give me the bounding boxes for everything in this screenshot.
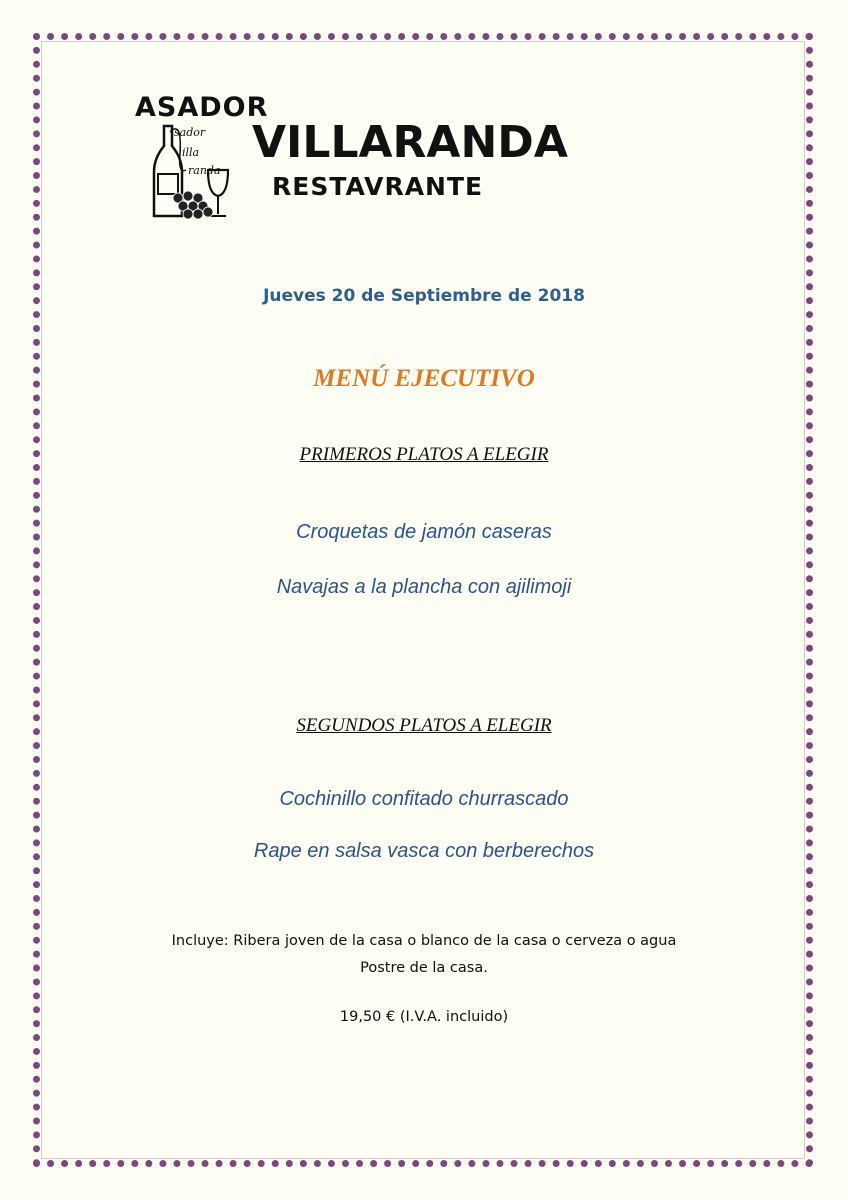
second-courses-heading: SEGUNDOS PLATOS A ELEGIR <box>296 715 552 736</box>
logo-villaranda-text: VILLARANDA <box>252 117 568 168</box>
emblem-text-1: sador <box>174 126 206 139</box>
second-course-item: Rape en salsa vasca con berberechos <box>253 840 595 862</box>
price-text: 19,50 € (I.V.A. incluido) <box>339 1009 509 1025</box>
dessert-text: Postre de la casa. <box>360 960 488 976</box>
includes-text: Incluye: Ribera joven de la casa o blanco de la casa o cerveza o agua <box>171 933 677 949</box>
menu-date: Jueves 20 de Septiembre de 2018 <box>263 286 585 306</box>
emblem-text-2: illa <box>182 146 200 159</box>
menu-title: MENÚ EJECUTIVO <box>313 365 535 392</box>
first-courses-heading: PRIMEROS PLATOS A ELEGIR <box>299 444 549 465</box>
logo-restaurante-text: RESTAVRANTE <box>272 172 484 201</box>
second-course-item: Cochinillo confitado churrascado <box>279 788 569 810</box>
emblem-text-3: randa <box>188 164 221 177</box>
logo-asador-text: ASADOR <box>135 92 269 123</box>
wine-bottle-grapes-icon <box>142 124 252 224</box>
first-course-item: Croquetas de jamón caseras <box>296 521 552 543</box>
first-course-item: Navajas a la plancha con ajilimoji <box>276 576 572 598</box>
restaurant-logo <box>132 92 568 227</box>
